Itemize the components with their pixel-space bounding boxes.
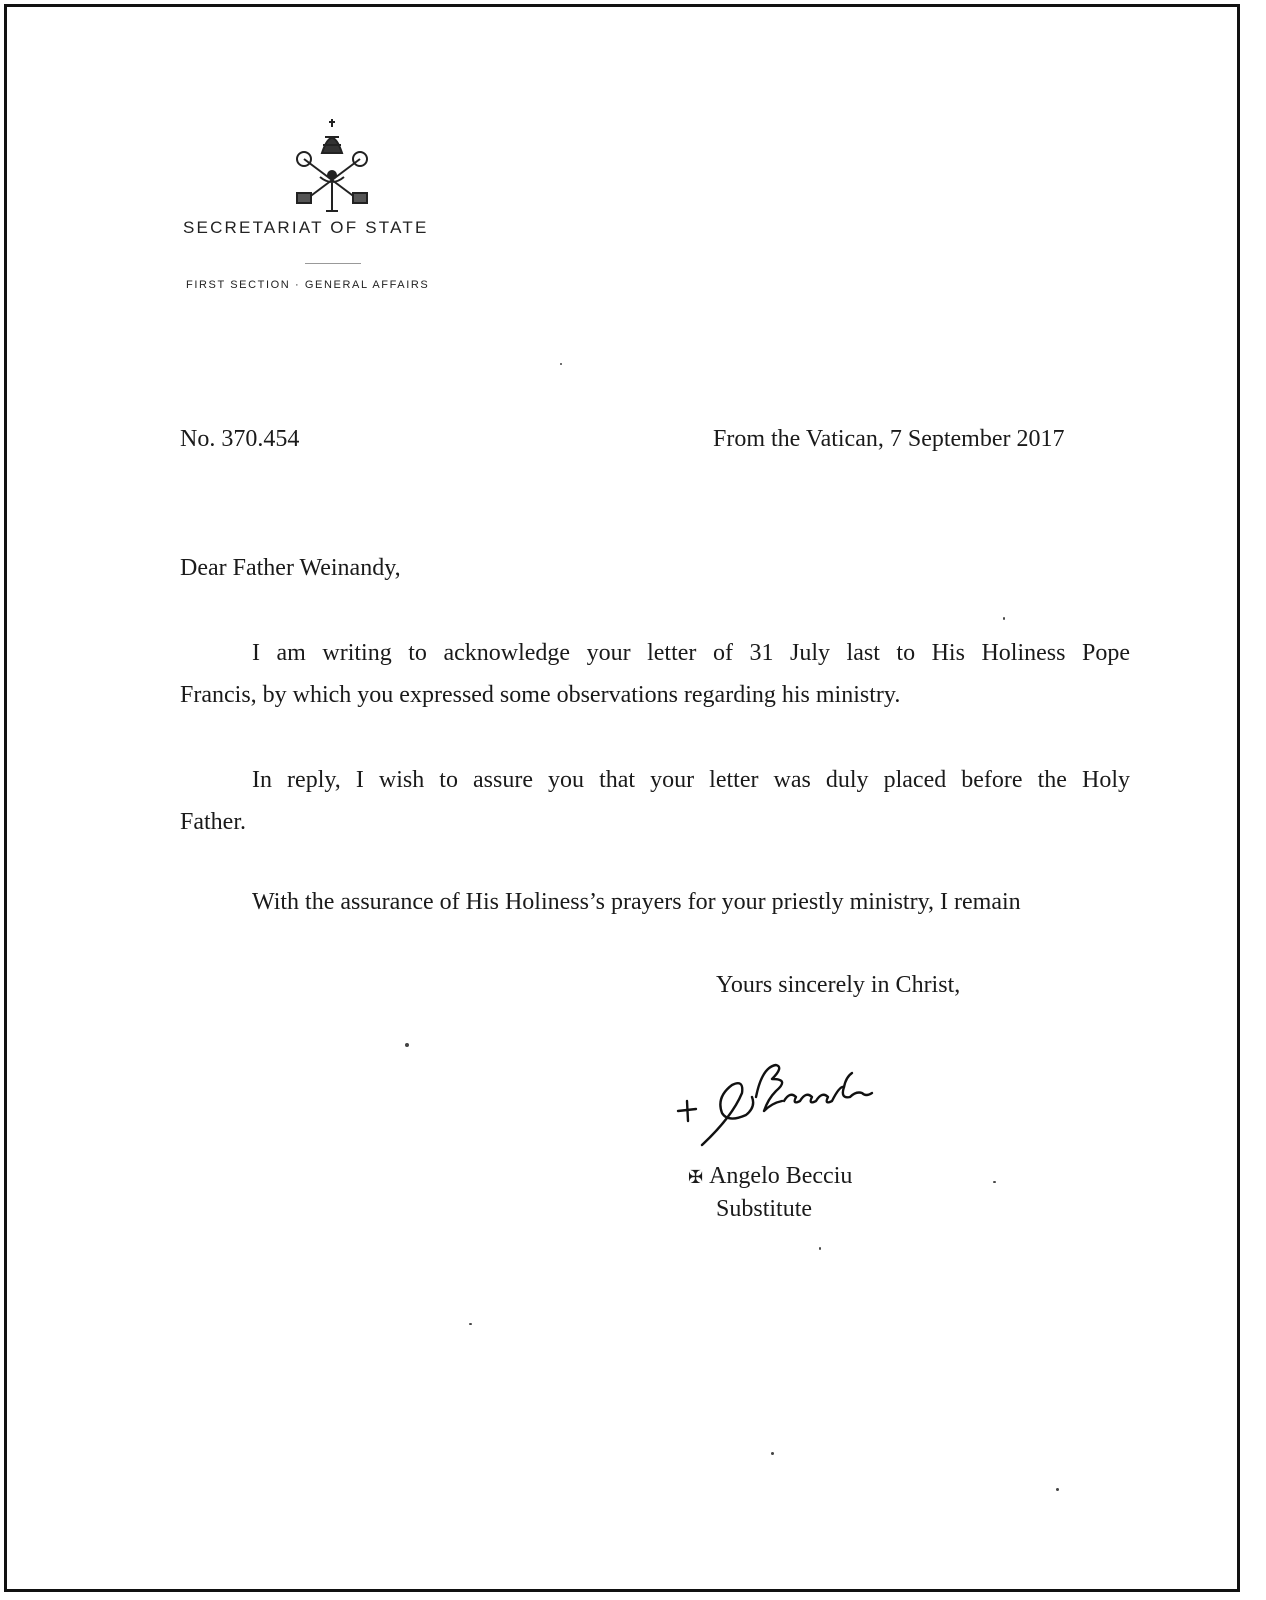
scan-speck [1056,1488,1059,1491]
paragraph-line: With the assurance of His Holiness’s prayers for your priestly ministry, I remain [252,889,1021,915]
signer-title: Substitute [716,1196,813,1222]
scan-speck [405,1043,409,1047]
body-paragraph [180,632,1130,716]
letter-page [4,4,1240,1592]
body-paragraph [180,759,1130,843]
organization-name: SECRETARIAT OF STATE [183,218,429,237]
paragraph-line: I am writing to acknowledge your letter of 31 July last to His Holiness Pope [252,640,1130,666]
paragraph-line: Father. [180,809,246,835]
signer-name-text: Angelo Becciu [709,1163,853,1189]
scan-speck [771,1452,774,1455]
salutation: Dear Father Weinandy, [180,555,401,581]
department-section: FIRST SECTION · GENERAL AFFAIRS [186,279,430,291]
papal-keys-crest-icon [292,115,372,215]
maltese-cross-icon: ✠ [688,1167,704,1187]
scan-speck [993,1181,996,1183]
body-paragraph [180,881,1140,923]
paragraph-line: In reply, I wish to assure you that your letter was duly placed before the Holy [252,767,1130,793]
place-date: From the Vatican, 7 September 2017 [713,426,1065,452]
signer-name [688,1164,852,1188]
scan-speck [1003,617,1005,620]
paragraph-line: Francis, by which you expressed some observations regarding his ministry. [180,682,901,708]
letterhead-divider [305,263,361,264]
closing: Yours sincerely in Christ, [716,972,961,998]
handwritten-signature-icon [672,1057,932,1152]
scan-speck [819,1247,821,1250]
scan-speck [560,363,562,365]
reference-number: No. 370.454 [180,426,300,452]
scan-speck [469,1323,472,1325]
